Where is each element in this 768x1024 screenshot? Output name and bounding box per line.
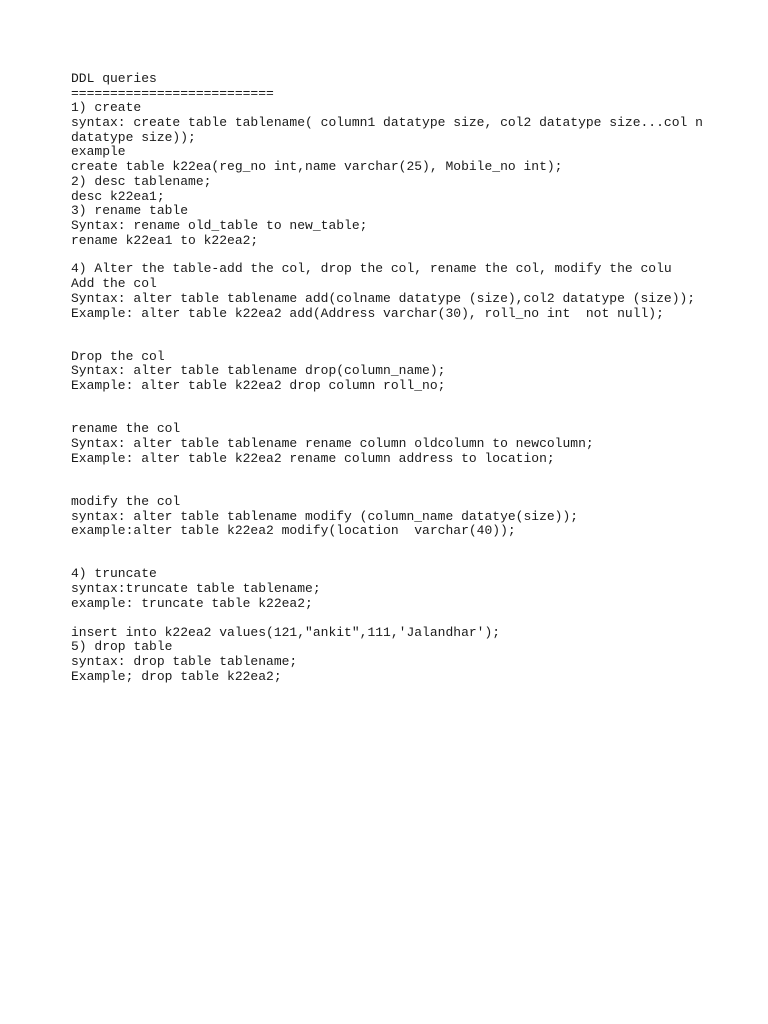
subsection-heading: rename the col [71, 421, 181, 437]
title-underline: ========================== [71, 85, 274, 101]
text-line: example:alter table k22ea2 modify(location varchar(40)); [71, 523, 516, 539]
text-line: syntax: drop table tablename; [71, 654, 298, 669]
spacer [71, 394, 731, 423]
text-line: Example; drop table k22ea2; [71, 668, 282, 684]
spacer [71, 611, 731, 625]
text-line: Syntax: alter table tablename rename column oldcolumn to newcolumn; [71, 435, 594, 451]
doc-title: DDL queries [71, 71, 157, 86]
text-line: Syntax: rename old_table to new_table; [71, 217, 368, 233]
section-heading-desc: 2) desc tablename; [71, 173, 212, 189]
text-line: datatype size)); [71, 129, 196, 145]
ddl-notes-text [71, 72, 731, 684]
text-line: syntax: create table tablename( column1 datatype size, col2 datatype size...col n [71, 115, 703, 131]
spacer [71, 466, 731, 495]
subsection-heading: modify the col [71, 493, 181, 509]
code-line: desc k22ea1; [71, 188, 165, 204]
section-heading-drop: 5) drop table [71, 639, 173, 655]
text-line: example: truncate table k22ea2; [71, 595, 313, 611]
subsection-heading: Add the col [71, 276, 157, 292]
text-line: syntax:truncate table tablename; [71, 581, 321, 597]
text-line: Example: alter table k22ea2 rename column address to location; [71, 450, 555, 466]
spacer [71, 321, 731, 350]
subsection-heading: Drop the col [71, 348, 165, 364]
code-line: rename k22ea1 to k22ea2; [71, 232, 259, 248]
spacer [71, 248, 731, 262]
section-heading-create: 1) create [71, 100, 142, 116]
text-line: syntax: alter table tablename modify (column_name datatye(size)); [71, 508, 579, 524]
section-heading-rename: 3) rename table [71, 203, 189, 219]
spacer [71, 539, 731, 568]
code-line: insert into k22ea2 values(121,"ankit",111,'Jalandhar'); [71, 624, 501, 640]
text-line: Example: alter table k22ea2 drop column roll_no; [71, 378, 446, 394]
text-line: Syntax: alter table tablename drop(column_name); [71, 363, 446, 379]
code-line: create table k22ea(reg_no int,name varchar(25), Mobile_no int); [71, 159, 563, 175]
section-heading-alter: 4) Alter the table-add the col, drop the col, rename the col, modify the colu [71, 261, 672, 277]
section-heading-truncate: 4) truncate [71, 566, 157, 582]
text-line: Example: alter table k22ea2 add(Address varchar(30), roll_no int not null); [71, 305, 664, 321]
text-line: Syntax: alter table tablename add(colname datatype (size),col2 datatype (size)); [71, 290, 696, 306]
text-line: example [71, 144, 126, 160]
